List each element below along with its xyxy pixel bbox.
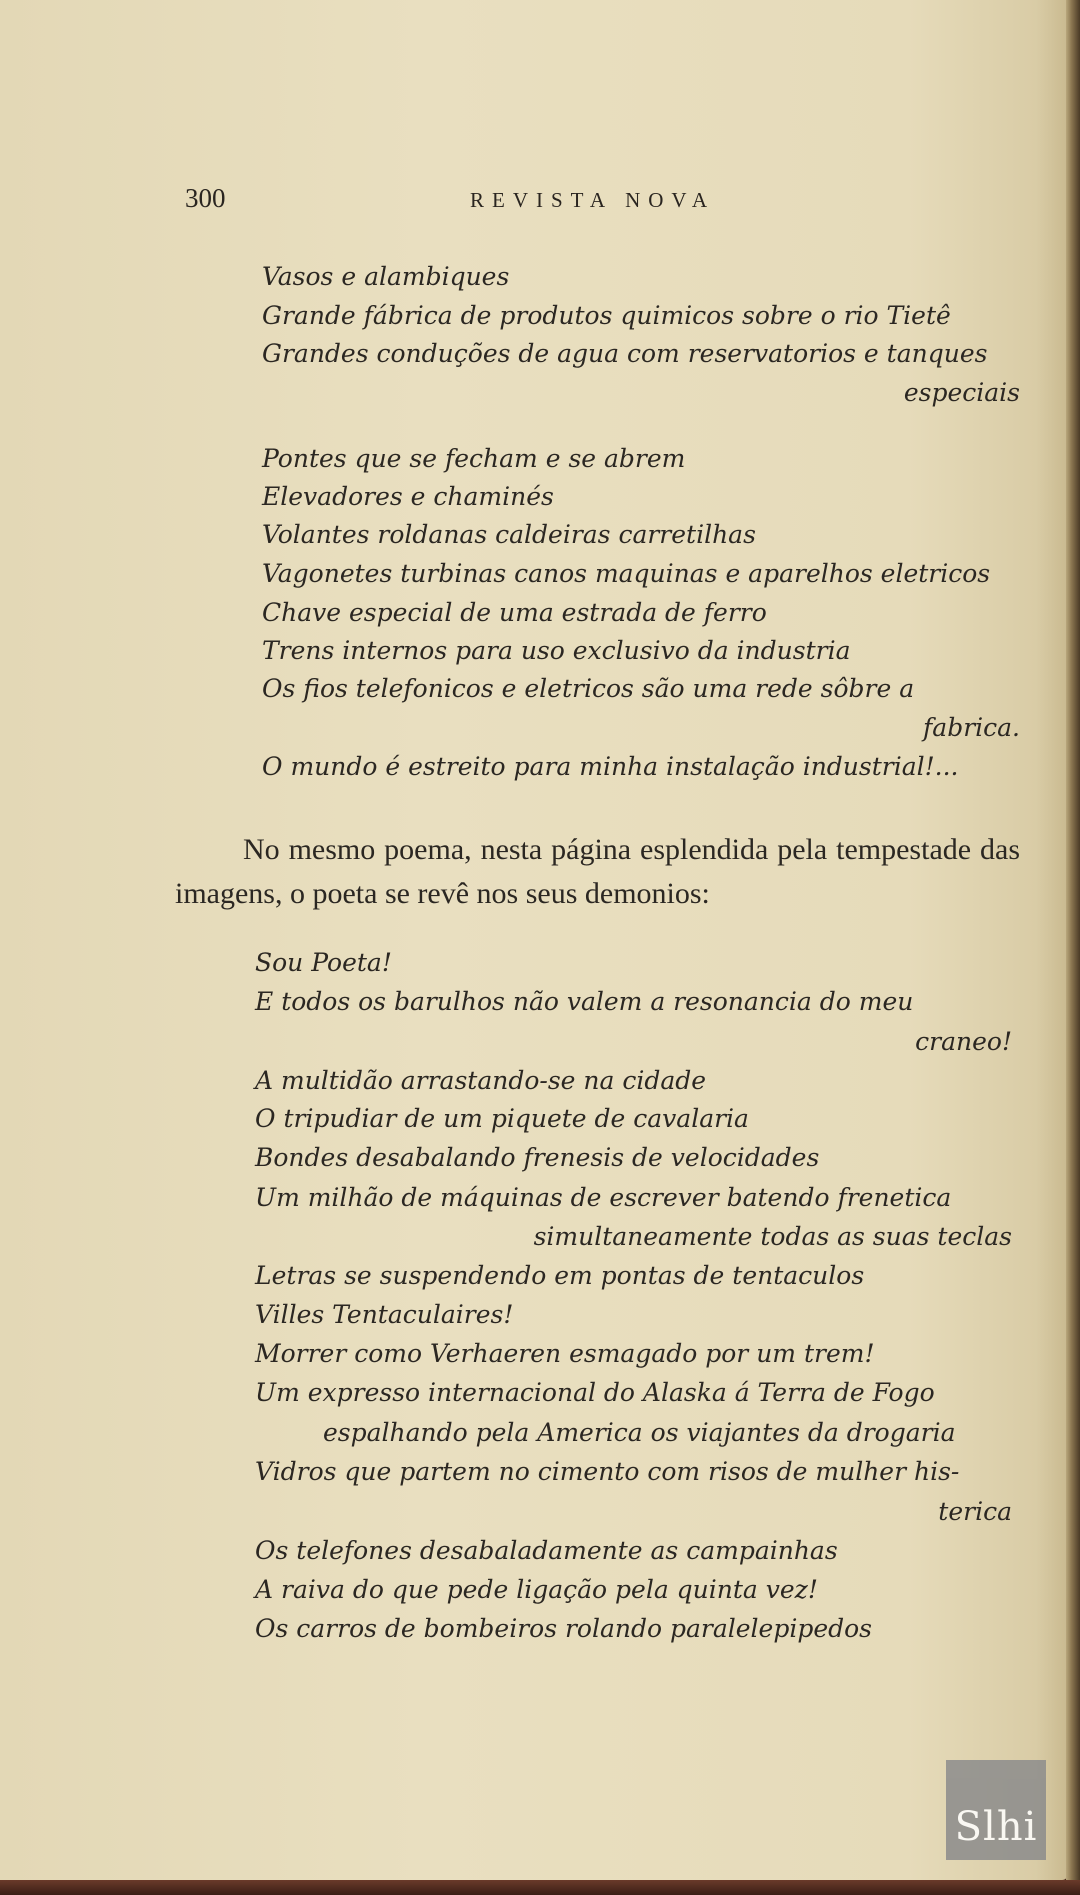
- poem2-line: Um expresso internacional do Alaska á Terra de Fogo: [255, 1378, 935, 1407]
- poem2-line: Os carros de bombeiros rolando paralelepipedos: [255, 1614, 873, 1643]
- poem2-line: O tripudiar de um piquete de cavalaria: [255, 1104, 749, 1133]
- poem2-line: Letras se suspendendo em pontas de tentaculos: [255, 1261, 865, 1290]
- poem2-line: Os telefones desabaladamente as campainhas: [255, 1536, 838, 1565]
- watermark-logo: Slhi: [946, 1760, 1046, 1860]
- poem1-line: Grande fábrica de produtos quimicos sobre o rio Tietê: [262, 301, 951, 330]
- poem2-line: Bondes desabalando frenesis de velocidades: [255, 1143, 820, 1172]
- poem1-line: Volantes roldanas caldeiras carretilhas: [262, 520, 756, 549]
- poem1-line-continuation: especiais: [903, 378, 1020, 407]
- poem2-line-indented: espalhando pela America os viajantes da drogaria: [323, 1418, 956, 1447]
- poem2-line-continuation: craneo!: [915, 1027, 1012, 1056]
- cover-edge: [0, 1880, 1080, 1895]
- prose-paragraph: No mesmo poema, nesta página esplendida pela tempestade das imagens, o poeta se revê nos seus demonios:: [175, 833, 1020, 910]
- poem2-line: E todos os barulhos não valem a resonancia do meu: [255, 987, 914, 1016]
- poem1-line: Chave especial de uma estrada de ferro: [262, 598, 767, 627]
- poem1-line: O mundo é estreito para minha instalação industrial!...: [262, 752, 959, 781]
- poem1-line: Pontes que se fecham e se abrem: [262, 444, 686, 473]
- poem1-line: Os fios telefonicos e eletricos são uma rede sôbre a: [262, 674, 915, 703]
- poem2-line: A raiva do que pede ligação pela quinta vez!: [255, 1575, 818, 1604]
- poem1-line-continuation: fabrica.: [923, 713, 1020, 742]
- poem2-line-continuation: terica: [938, 1497, 1012, 1526]
- poem1-line: Vagonetes turbinas canos maquinas e aparelhos eletricos: [262, 559, 991, 588]
- poem1-line: Trens internos para uso exclusivo da industria: [262, 636, 851, 665]
- poem1-line: Vasos e alambiques: [262, 262, 510, 291]
- poem1-line: Grandes conduções de agua com reservatorios e tanques: [262, 339, 988, 368]
- page-number: 300: [185, 183, 226, 213]
- running-head: REVISTA NOVA: [470, 188, 716, 212]
- poem2-line: Villes Tentaculaires!: [255, 1300, 514, 1329]
- poem2-line: Um milhão de máquinas de escrever batendo frenetica: [255, 1183, 952, 1212]
- poem2-line: A multidão arrastando-se na cidade: [255, 1066, 707, 1095]
- poem2-line-continuation: simultaneamente todas as suas teclas: [533, 1222, 1012, 1251]
- poem1-line: Elevadores e chaminés: [262, 482, 554, 511]
- poem2-line: Sou Poeta!: [255, 948, 392, 977]
- poem2-line: Vidros que partem no cimento com risos de mulher his-: [255, 1457, 960, 1486]
- poem2-line: Morrer como Verhaeren esmagado por um trem!: [255, 1339, 875, 1368]
- page-edge: [1066, 0, 1080, 1895]
